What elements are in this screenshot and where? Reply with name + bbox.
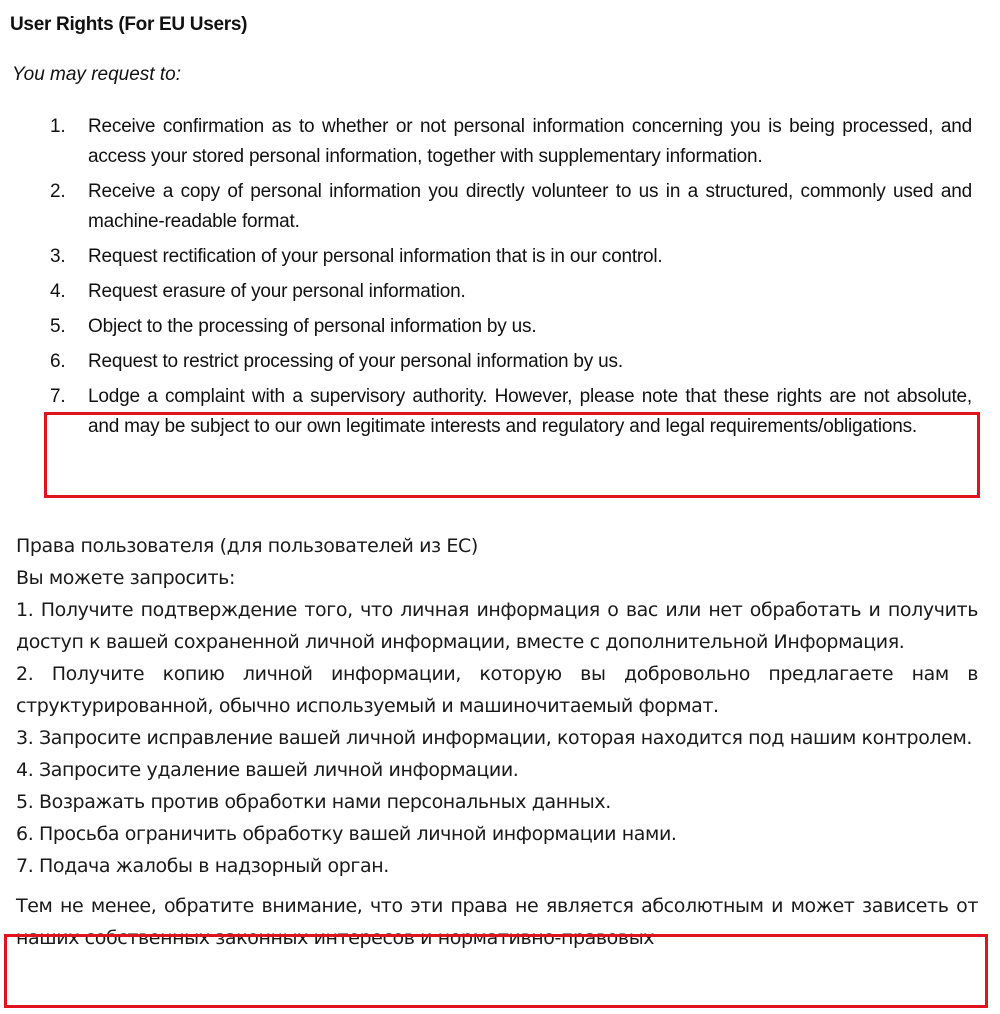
russian-list-item-1: 1. Получите подтверждение того, что личная информация о вас или нет обработать и получить доступ к вашей сохраненной личной информации, вместе с дополнительной Информация. [16,599,978,653]
list-item-text: Lodge a complaint with a supervisory authority. However, please note that these rights are not absolute, and may be subject to our own legitimate interests and regulatory and legal requirements/obligations. [88,386,972,437]
russian-list-item-7: 7. Подача жалобы в надзорный орган. [16,855,389,877]
list-number: 3. [50,246,66,267]
russian-highlight-box [4,934,988,1008]
english-highlight-box [44,412,980,498]
list-item-text: Receive confirmation as to whether or not personal information concerning you is being processed, and access your stored personal information, together with supplementary information. [88,116,972,167]
russian-intro: Вы можете запросить: [16,567,235,589]
russian-section [16,530,978,954]
russian-list-item-3: 3. Запросите исправление вашей личной информации, которая находится под нашим контролем. [16,727,973,749]
list-number: 2. [50,181,66,202]
russian-title: Права пользователя (для пользователей из ЕС) [16,535,478,557]
russian-list-item-4: 4. Запросите удаление вашей личной информации. [16,759,519,781]
russian-list-item-2: 2. Получите копию личной информации, которую вы добровольно предлагаете нам в структурированной, обычно используемый и машиночитаемый формат. [16,663,978,717]
english-list-item-4 [50,277,972,307]
list-item-text: Object to the processing of personal information by us. [88,316,537,337]
russian-list-item-6: 6. Просьба ограничить обработку вашей личной информации нами. [16,823,677,845]
list-number: 7. [50,386,66,407]
english-rights-list [50,112,972,447]
list-item-text: Request erasure of your personal information. [88,281,466,302]
list-number: 6. [50,351,66,372]
list-number: 4. [50,281,66,302]
list-item-text: Request to restrict processing of your personal information by us. [88,351,623,372]
english-list-item-1 [50,112,972,172]
russian-note: Тем не менее, обратите внимание, что эти права не является абсолютным и может зависеть от наших собственных законных интересов и нормативно-правовых [16,895,978,949]
english-list-item-3 [50,242,972,272]
russian-list-item-5: 5. Возражать против обработки нами персональных данных. [16,791,611,813]
english-list-item-5 [50,312,972,342]
list-number: 5. [50,316,66,337]
list-item-text: Receive a copy of personal information you directly volunteer to us in a structured, commonly used and machine-readable format. [88,181,972,232]
english-list-item-6 [50,347,972,377]
english-list-item-2 [50,177,972,237]
english-title: User Rights (For EU Users) [10,14,248,35]
list-number: 1. [50,116,66,137]
list-item-text: Request rectification of your personal information that is in our control. [88,246,663,267]
english-intro: You may request to: [12,64,181,85]
